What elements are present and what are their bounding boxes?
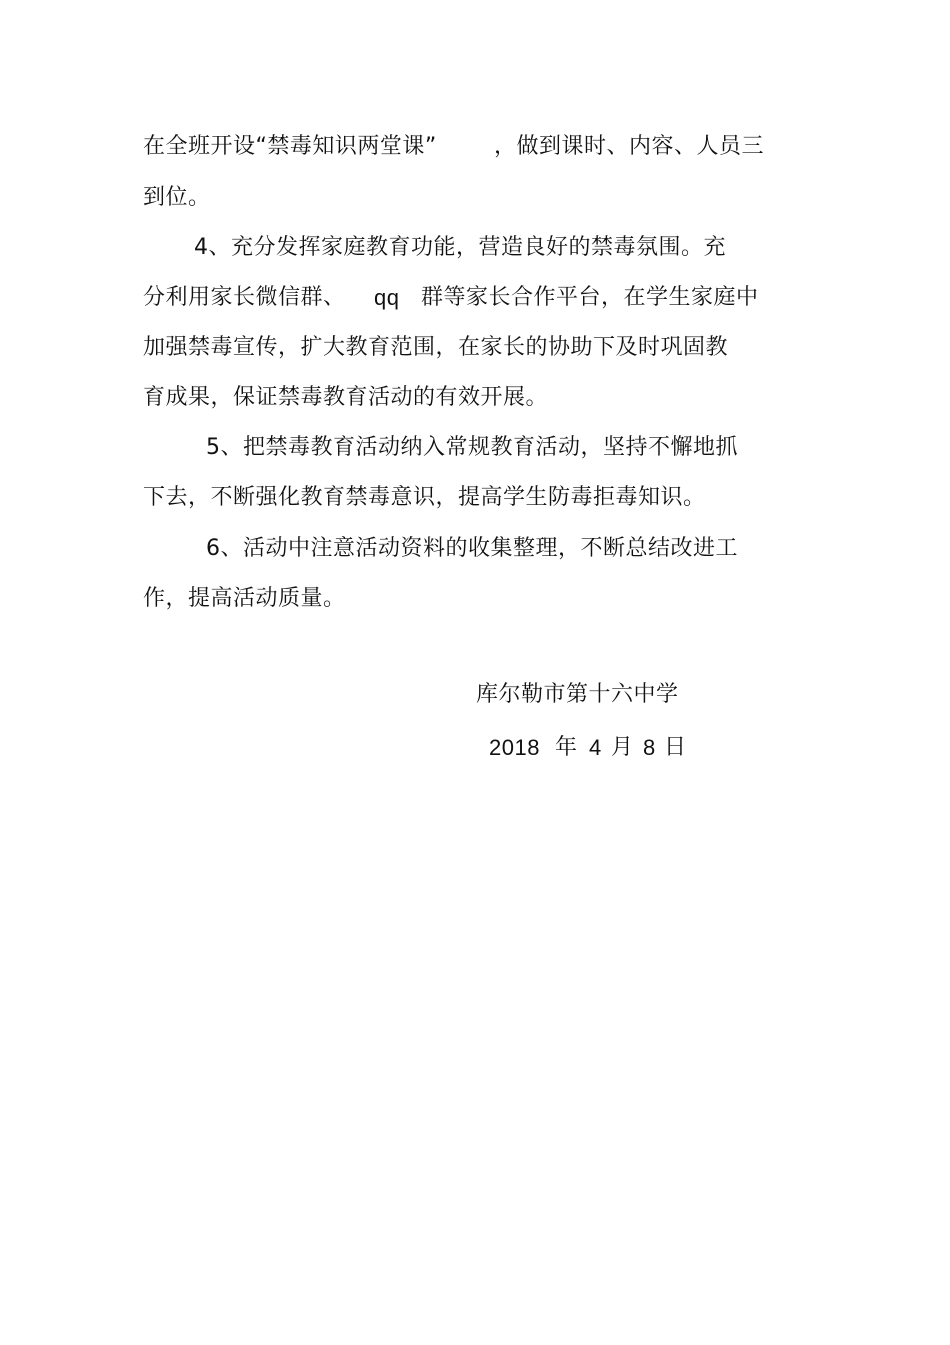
text-line: 分利用家长微信群、 bbox=[143, 285, 346, 310]
paragraph-5-first-line: 5、把禁毒教育活动纳入常规教育活动，坚持不懈地抓 bbox=[206, 435, 738, 460]
signature-date-day-unit: 日 bbox=[664, 735, 687, 760]
paragraph-6-first-line: 6、活动中注意活动资料的收集整理，不断总结改进工 bbox=[206, 536, 738, 561]
paragraph-4-first-line: 4、充分发挥家庭教育功能，营造良好的禁毒氛围。充 bbox=[194, 235, 726, 260]
signature-date-year-unit: 年 bbox=[555, 735, 578, 760]
text-line: 在全班开设“禁毒知识两堂课” bbox=[143, 134, 437, 159]
text-line: ，做到课时、内容、人员三 bbox=[494, 134, 765, 159]
signature-date-day: 8 bbox=[643, 735, 656, 760]
text-line: 群等家长合作平台，在学生家庭中 bbox=[421, 285, 759, 310]
signature-date-year: 2018 bbox=[489, 735, 540, 760]
text-line: 加强禁毒宣传，扩大教育范围，在家长的协助下及时巩固教 bbox=[143, 335, 729, 360]
text-line: 下去，不断强化教育禁毒意识，提高学生防毒拒毒知识。 bbox=[143, 485, 706, 510]
text-line: qq bbox=[374, 285, 400, 310]
signature-date-month-unit: 月 bbox=[611, 735, 634, 760]
text-line: 育成果，保证禁毒教育活动的有效开展。 bbox=[143, 385, 549, 410]
signature-date-month: 4 bbox=[589, 735, 602, 760]
signature-organization: 库尔勒市第十六中学 bbox=[476, 682, 679, 707]
text-line: 作，提高活动质量。 bbox=[143, 586, 346, 611]
text-line: 到位。 bbox=[143, 185, 211, 210]
